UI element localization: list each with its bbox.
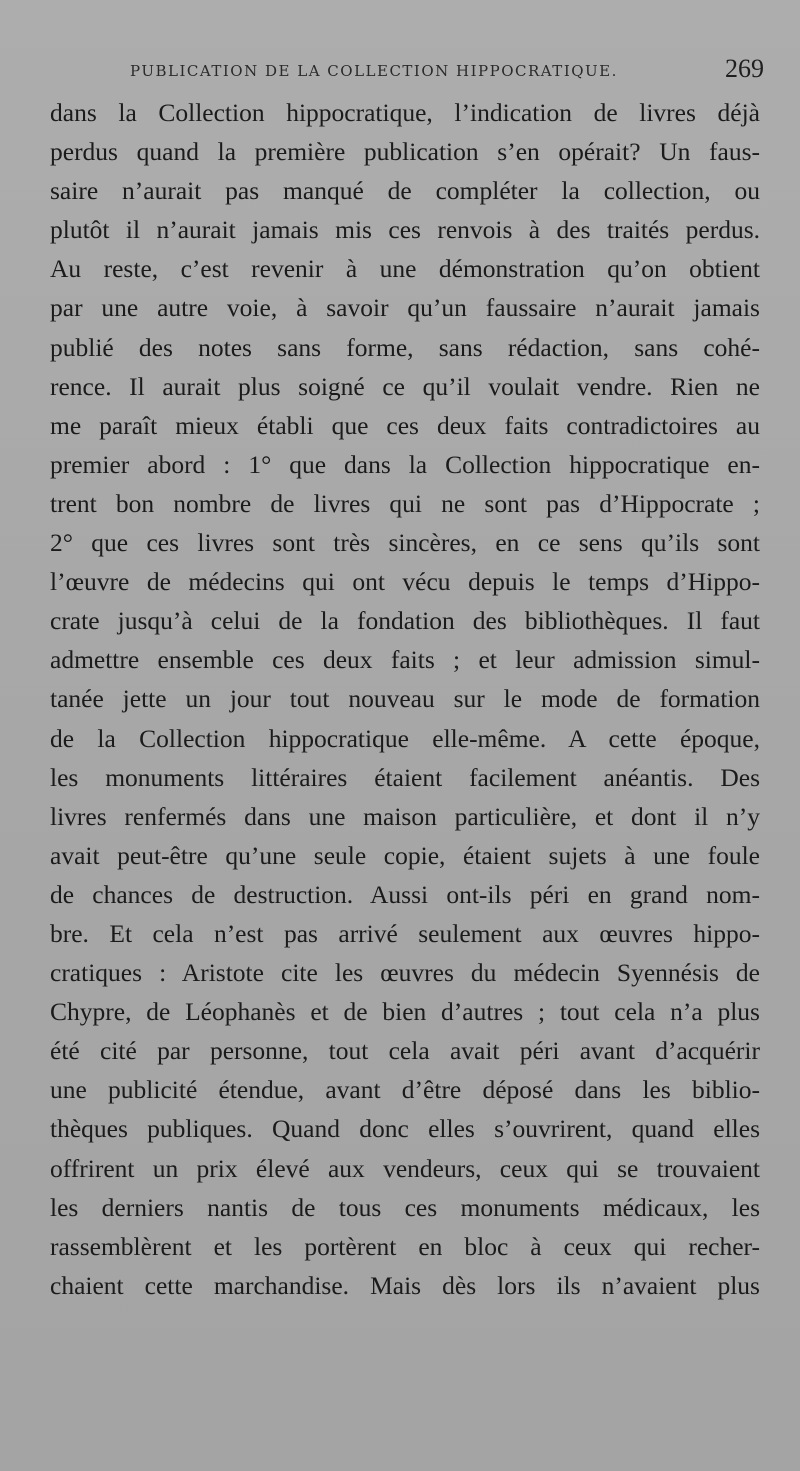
- text-line: cratiques : Aristote cite les œuvres du médecin Syennésis de: [50, 958, 760, 988]
- text-line: par une autre voie, à savoir qu’un faussaire n’aurait jamais: [50, 293, 760, 323]
- text-line: crate jusqu’à celui de la fondation des bibliothèques. Il faut: [50, 606, 760, 636]
- text-line: tanée jette un jour tout nouveau sur le mode de formation: [50, 684, 760, 714]
- text-line: les derniers nantis de tous ces monuments médicaux, les: [50, 1192, 760, 1222]
- page-number: 269: [725, 54, 764, 83]
- text-line: avait peut-être qu’une seule copie, étaient sujets à une foule: [50, 840, 760, 870]
- text-line: de la Collection hippocratique elle-même. A cette époque,: [50, 723, 760, 753]
- text-line: trent bon nombre de livres qui ne sont pas d’Hippocrate ;: [50, 488, 760, 518]
- text-line: une publicité étendue, avant d’être déposé dans les biblio-: [50, 1075, 760, 1105]
- text-line: saire n’aurait pas manqué de compléter la collection, ou: [50, 176, 760, 206]
- text-line: les monuments littéraires étaient facilement anéantis. Des: [50, 762, 760, 792]
- text-line: de chances de destruction. Aussi ont-ils péri en grand nom-: [50, 879, 760, 909]
- text-line: 2° que ces livres sont très sincères, en ce sens qu’ils sont: [50, 528, 760, 558]
- text-line: premier abord : 1° que dans la Collection hippocratique en-: [50, 449, 760, 479]
- page-header: [52, 54, 764, 94]
- text-line: rence. Il aurait plus soigné ce qu’il voulait vendre. Rien ne: [50, 371, 760, 401]
- text-line: Chypre, de Léophanès et de bien d’autres ; tout cela n’a plus: [50, 997, 760, 1027]
- text-line: chaient cette marchandise. Mais dès lors ils n’avaient plus: [50, 1270, 760, 1300]
- text-line: Au reste, c’est revenir à une démonstration qu’on obtient: [50, 254, 760, 284]
- text-line: dans la Collection hippocratique, l’indication de livres déjà: [50, 98, 760, 127]
- text-line: admettre ensemble ces deux faits ; et leur admission simul-: [50, 645, 760, 675]
- text-line: été cité par personne, tout cela avait péri avant d’acquérir: [50, 1036, 760, 1066]
- text-line: bre. Et cela n’est pas arrivé seulement aux œuvres hippo-: [50, 918, 760, 948]
- text-line: l’œuvre de médecins qui ont vécu depuis le temps d’Hippo-: [50, 567, 760, 597]
- body-text: [50, 93, 760, 1305]
- text-line: publié des notes sans forme, sans rédaction, sans cohé-: [50, 332, 760, 362]
- text-line: thèques publiques. Quand donc elles s’ouvrirent, quand elles: [50, 1114, 760, 1144]
- text-line: offrirent un prix élevé aux vendeurs, ceux qui se trouvaient: [50, 1153, 760, 1183]
- text-line: rassemblèrent et les portèrent en bloc à ceux qui recher-: [50, 1231, 760, 1261]
- running-head: PUBLICATION DE LA COLLECTION HIPPOCRATIQUE.: [130, 62, 618, 80]
- text-line: livres renfermés dans une maison particulière, et dont il n’y: [50, 801, 760, 831]
- text-line: perdus quand la première publication s’en opérait? Un faus-: [50, 137, 760, 167]
- text-line: me paraît mieux établi que ces deux faits contradictoires au: [50, 410, 760, 440]
- text-line: plutôt il n’aurait jamais mis ces renvois à des traités perdus.: [50, 215, 760, 245]
